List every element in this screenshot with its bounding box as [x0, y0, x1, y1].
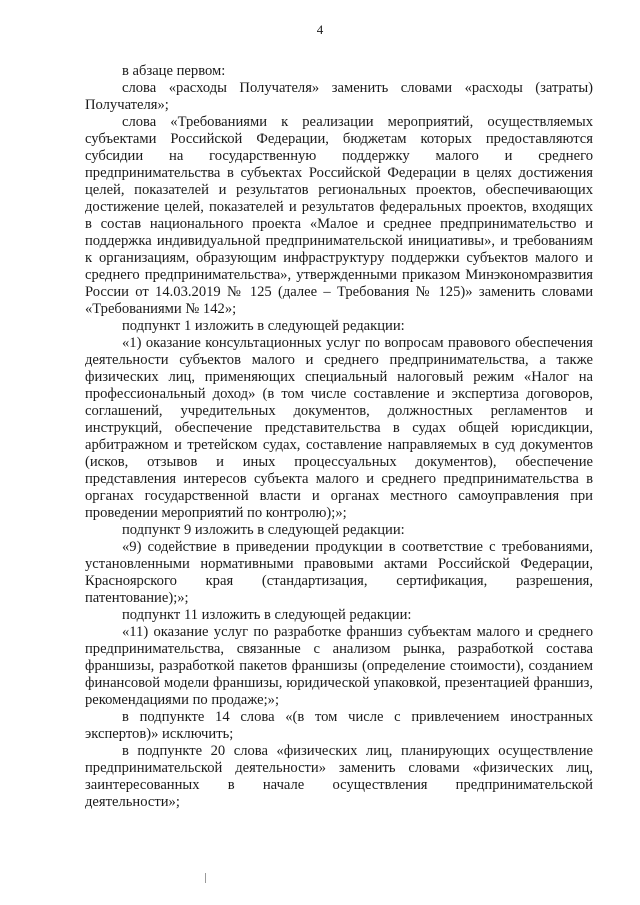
page-number: 4: [316, 22, 324, 37]
paragraph-9: «11) оказание услуг по разработке франшиз субъектам малого и среднего предпринимательства, связанные с анализом рынка, разработкой состава франшизы, разработкой пакетов франшизы (определение стоимости), созданием финансовой модели франшизы, юридической упаковкой, презентацией франшиз, рекомендациями по продаже;»;: [85, 624, 593, 708]
paragraph-8: подпункт 11 изложить в следующей редакции:: [122, 607, 412, 623]
paragraph-5: «1) оказание консультационных услуг по вопросам правового обеспечения деятельности субъектов малого и среднего предпринимательства, а также физических лиц, применяющих специальный налоговый режим «Налог на профессиональный доход» (в том числе составление и экспертиза договоров, соглашений, учредительных документов, должностных регламентов и инструкций, обеспечение представительства в судах общей юрисдикции, арбитражном и третейском судах, составление направляемых в суд документов (исков, отзывов и иных процессуальных документов), обеспечение представления интересов субъекта малого и среднего предпринимательства в органах государственной власти и органах местного самоуправления при проведении мероприятий по контролю);»;: [85, 335, 593, 521]
paragraph-10: в подпункте 14 слова «(в том числе с привлечением иностранных экспертов)» исключить;: [85, 709, 593, 742]
paragraph-7: «9) содействие в приведении продукции в соответствие с требованиями, установленными нормативными правовыми актами Российской Федерации, Красноярского края (стандартизация, сертификация, разрешения, патентование);»;: [85, 539, 593, 606]
paragraph-2: слова «расходы Получателя» заменить словами «расходы (затраты) Получателя»;: [85, 80, 593, 113]
paragraph-1: в абзаце первом:: [122, 63, 226, 79]
paragraph-11: в подпункте 20 слова «физических лиц, планирующих осуществление предпринимательской деятельности» заменить словами «физических лиц, заинтересованных в начале осуществления предпринимательской деятельности»;: [85, 743, 593, 810]
paragraph-4: подпункт 1 изложить в следующей редакции:: [122, 318, 405, 334]
paragraph-3: слова «Требованиями к реализации мероприятий, осуществляемых субъектами Российской Федерации, бюджетам которых предоставляются субсидии на государственную поддержку малого и среднего предпринимательства в субъектах Российской Федерации в целях достижения целей, показателей и результатов региональных проектов, обеспечивающих достижение целей, показателей и результатов федеральных проектов, входящих в состав национального проекта «Малое и среднее предпринимательство и поддержка индивидуальной предпринимательской инициативы», и требованиям к организациям, образующим инфраструктуру поддержки субъектов малого и среднего предпринимательства», утвержденными приказом Минэкономразвития России от 14.03.2019 № 125 (далее – Требования № 125)» заменить словами «Требованиями № 142»;: [85, 114, 593, 317]
scan-artifact: [205, 873, 206, 883]
paragraph-6: подпункт 9 изложить в следующей редакции:: [122, 522, 405, 538]
document-body: [85, 63, 593, 811]
